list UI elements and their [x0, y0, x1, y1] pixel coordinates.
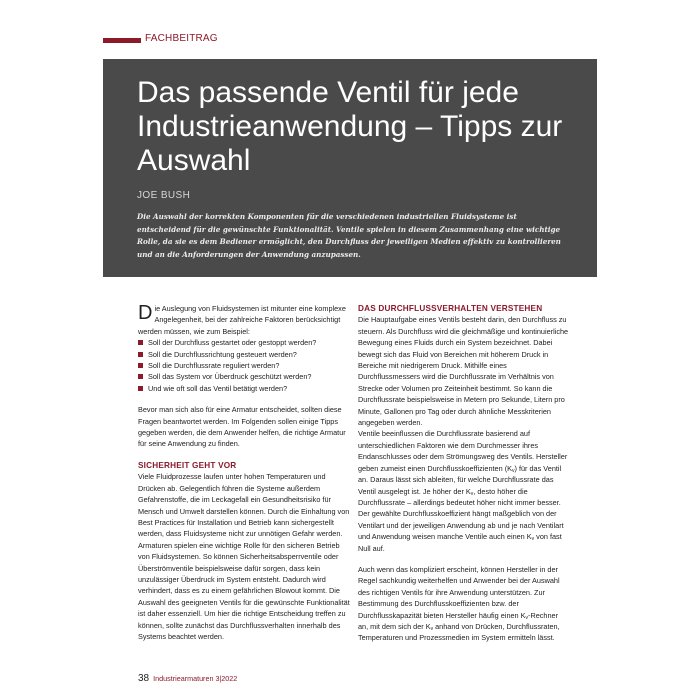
list-item: Soll die Durchflussrichtung gesteuert werden?: [138, 349, 350, 360]
author: JOE BUSH: [137, 190, 191, 201]
page-number: 38: [138, 673, 150, 684]
paragraph-safety-1: Viele Fluidprozesse laufen unter hohen Temperaturen und Drücken ab. Gelegentlich führen die Systeme außerdem Gefahrenstoffe, die im Leckagefall ein Gesundheitsrisiko für Mensch und Umwelt darstellen können. Durch die Einhaltung von Best Practices für Installation und Betrieb kann sichergestellt werden, dass Fluidsysteme nicht zur unnötigen Gefahr werden.: [138, 472, 350, 539]
list-item: Und wie oft soll das Ventil betätigt werden?: [138, 383, 350, 394]
paragraph-flow-3: Auch wenn das kompliziert erscheint, können Hersteller in der Regel sachkundig weiterhelfen und Anwender bei der Auswahl des richtigen Ventils für ihre Anwendung unterstützen. Zur Bestimmung des Durchflusskoeffizienten bzw. der Durchflusskapazität bieten Hersteller häufig einen $K_v$-Rechner an, mit dem sich der $K_v$ anhand von Drücken, Durchflussraten, Temperaturen und Prozessmedien im System ermitteln lässt.: [358, 564, 560, 643]
intro-paragraph: Die Auslegung von Fluidsystemen ist mitunter eine komplexe Angelegenheit, bei der zahlreiche Faktoren berücksichtigt werden müssen, wie zum Beispiel:: [138, 302, 346, 336]
list-item: Soll das System vor Überdruck geschützt werden?: [138, 371, 350, 382]
page-footer: [138, 673, 237, 684]
list-item: Soll der Durchfluss gestartet oder gestoppt werden?: [138, 337, 350, 348]
bullet-square-icon: [138, 363, 143, 368]
paragraph-flow-1: Die Hauptaufgabe eines Ventils besteht darin, den Durchfluss zu steuern. Als Durchfluss wird die gleichmäßige und kontinuierliche Bewegung eines Fluids durch ein System bezeichnet. Dabei bewegt sich das Fluid von Bereichen mit höherem Druck in Bereiche mit niedrigerem Druck. Mithilfe eines Durchflussmessers wird die Durchflussrate im Verhältnis von Strecke oder Volumen pro Zeiteinheit bestimmt. So kann die Durchflussrate beispielsweise in Metern pro Sekunde, Litern pro Minute, Gallonen pro Tag oder durch ähnliche Messkriterien angegeben werden.: [358, 315, 569, 428]
hero-banner: [103, 59, 597, 277]
list-item: Soll die Durchflussrate reguliert werden?: [138, 360, 350, 371]
bullet-square-icon: [138, 352, 143, 357]
kicker-bar: [103, 38, 141, 43]
bullet-square-icon: [138, 374, 143, 379]
subheading-flow: DAS DURCHFLUSSVERHALTEN VERSTEHEN: [358, 304, 543, 313]
publication-name: Industriearmaturen 3|2022: [153, 674, 238, 683]
article-title: Das passende Ventil für jede Industrieanwendung – Tipps zur Auswahl: [137, 76, 563, 177]
left-column: [138, 303, 350, 642]
bullet-square-icon: [138, 340, 143, 345]
lead-paragraph: Die Auswahl der korrekten Komponenten für die verschiedenen industriellen Fluidsysteme ist entscheidend für die gewünschte Funktionalität. Ventile spielen in diesem Zusammenhang eine wichtige Rolle, da sie es dem Bediener ermöglicht, den Durchfluss der jeweiligen Medien effektiv zu kontrollieren und an die Anforderungen der Anwendung anzupassen.: [137, 212, 561, 259]
subheading-safety: SICHERHEIT GEHT VOR: [138, 460, 237, 470]
bullet-square-icon: [138, 386, 143, 391]
question-list: [138, 337, 350, 394]
paragraph-flow-2: Ventile beeinflussen die Durchflussrate basierend auf unterschiedlichen Faktoren wie dem Durchmesser ihres Endanschlusses oder dem Strömungsweg des Ventils. Hersteller geben zumeist einen Durchflusskoeffizienten $(K_v)$ für das Ventil an. Daraus lässt sich ableiten, für welche Durchflussrate das Ventil ausgelegt ist. Je höher der $K_v$, desto höher die Durchflussrate – allerdings bedeutet höher nicht immer besser. Der gewählte Durchflusskoeffizient hängt maßgeblich von der Ventilart und der jeweiligen Anwendung ab und je nach Ventilart und Anwendung weisen manche Ventile auch einen $K_v$ von fast Null auf.: [358, 429, 568, 553]
right-column: [358, 303, 570, 644]
paragraph-before: Bevor man sich also für eine Armatur entscheidet, sollten diese Fragen beantwortet werden. Im Folgenden sollen einige Tipps gegeben werden, die dem Anwender helfen, die richtige Armatur für seine Anwendung zu finden.: [138, 405, 346, 449]
paragraph-safety-2: Armaturen spielen eine wichtige Rolle für den sicheren Betrieb von Fluidsystemen. So können Sicherheitsabsperrventile oder Überströmventile beispielsweise dafür sorgen, dass kein unzulässiger Überdruck im System entsteht. Dadurch wird verhindert, dass es zu einem gefährlichen Blowout kommt. Die Auswahl des geeigneten Ventils für die gewünschte Funktionalität ist daher essenziell. Um hier die richtige Entscheidung treffen zu können, sollte zunächst das Durchflussverhalten innerhalb des Systems beachtet werden.: [138, 540, 350, 641]
section-kicker: FACHBEITRAG: [145, 33, 218, 44]
dropcap: D: [138, 302, 153, 324]
